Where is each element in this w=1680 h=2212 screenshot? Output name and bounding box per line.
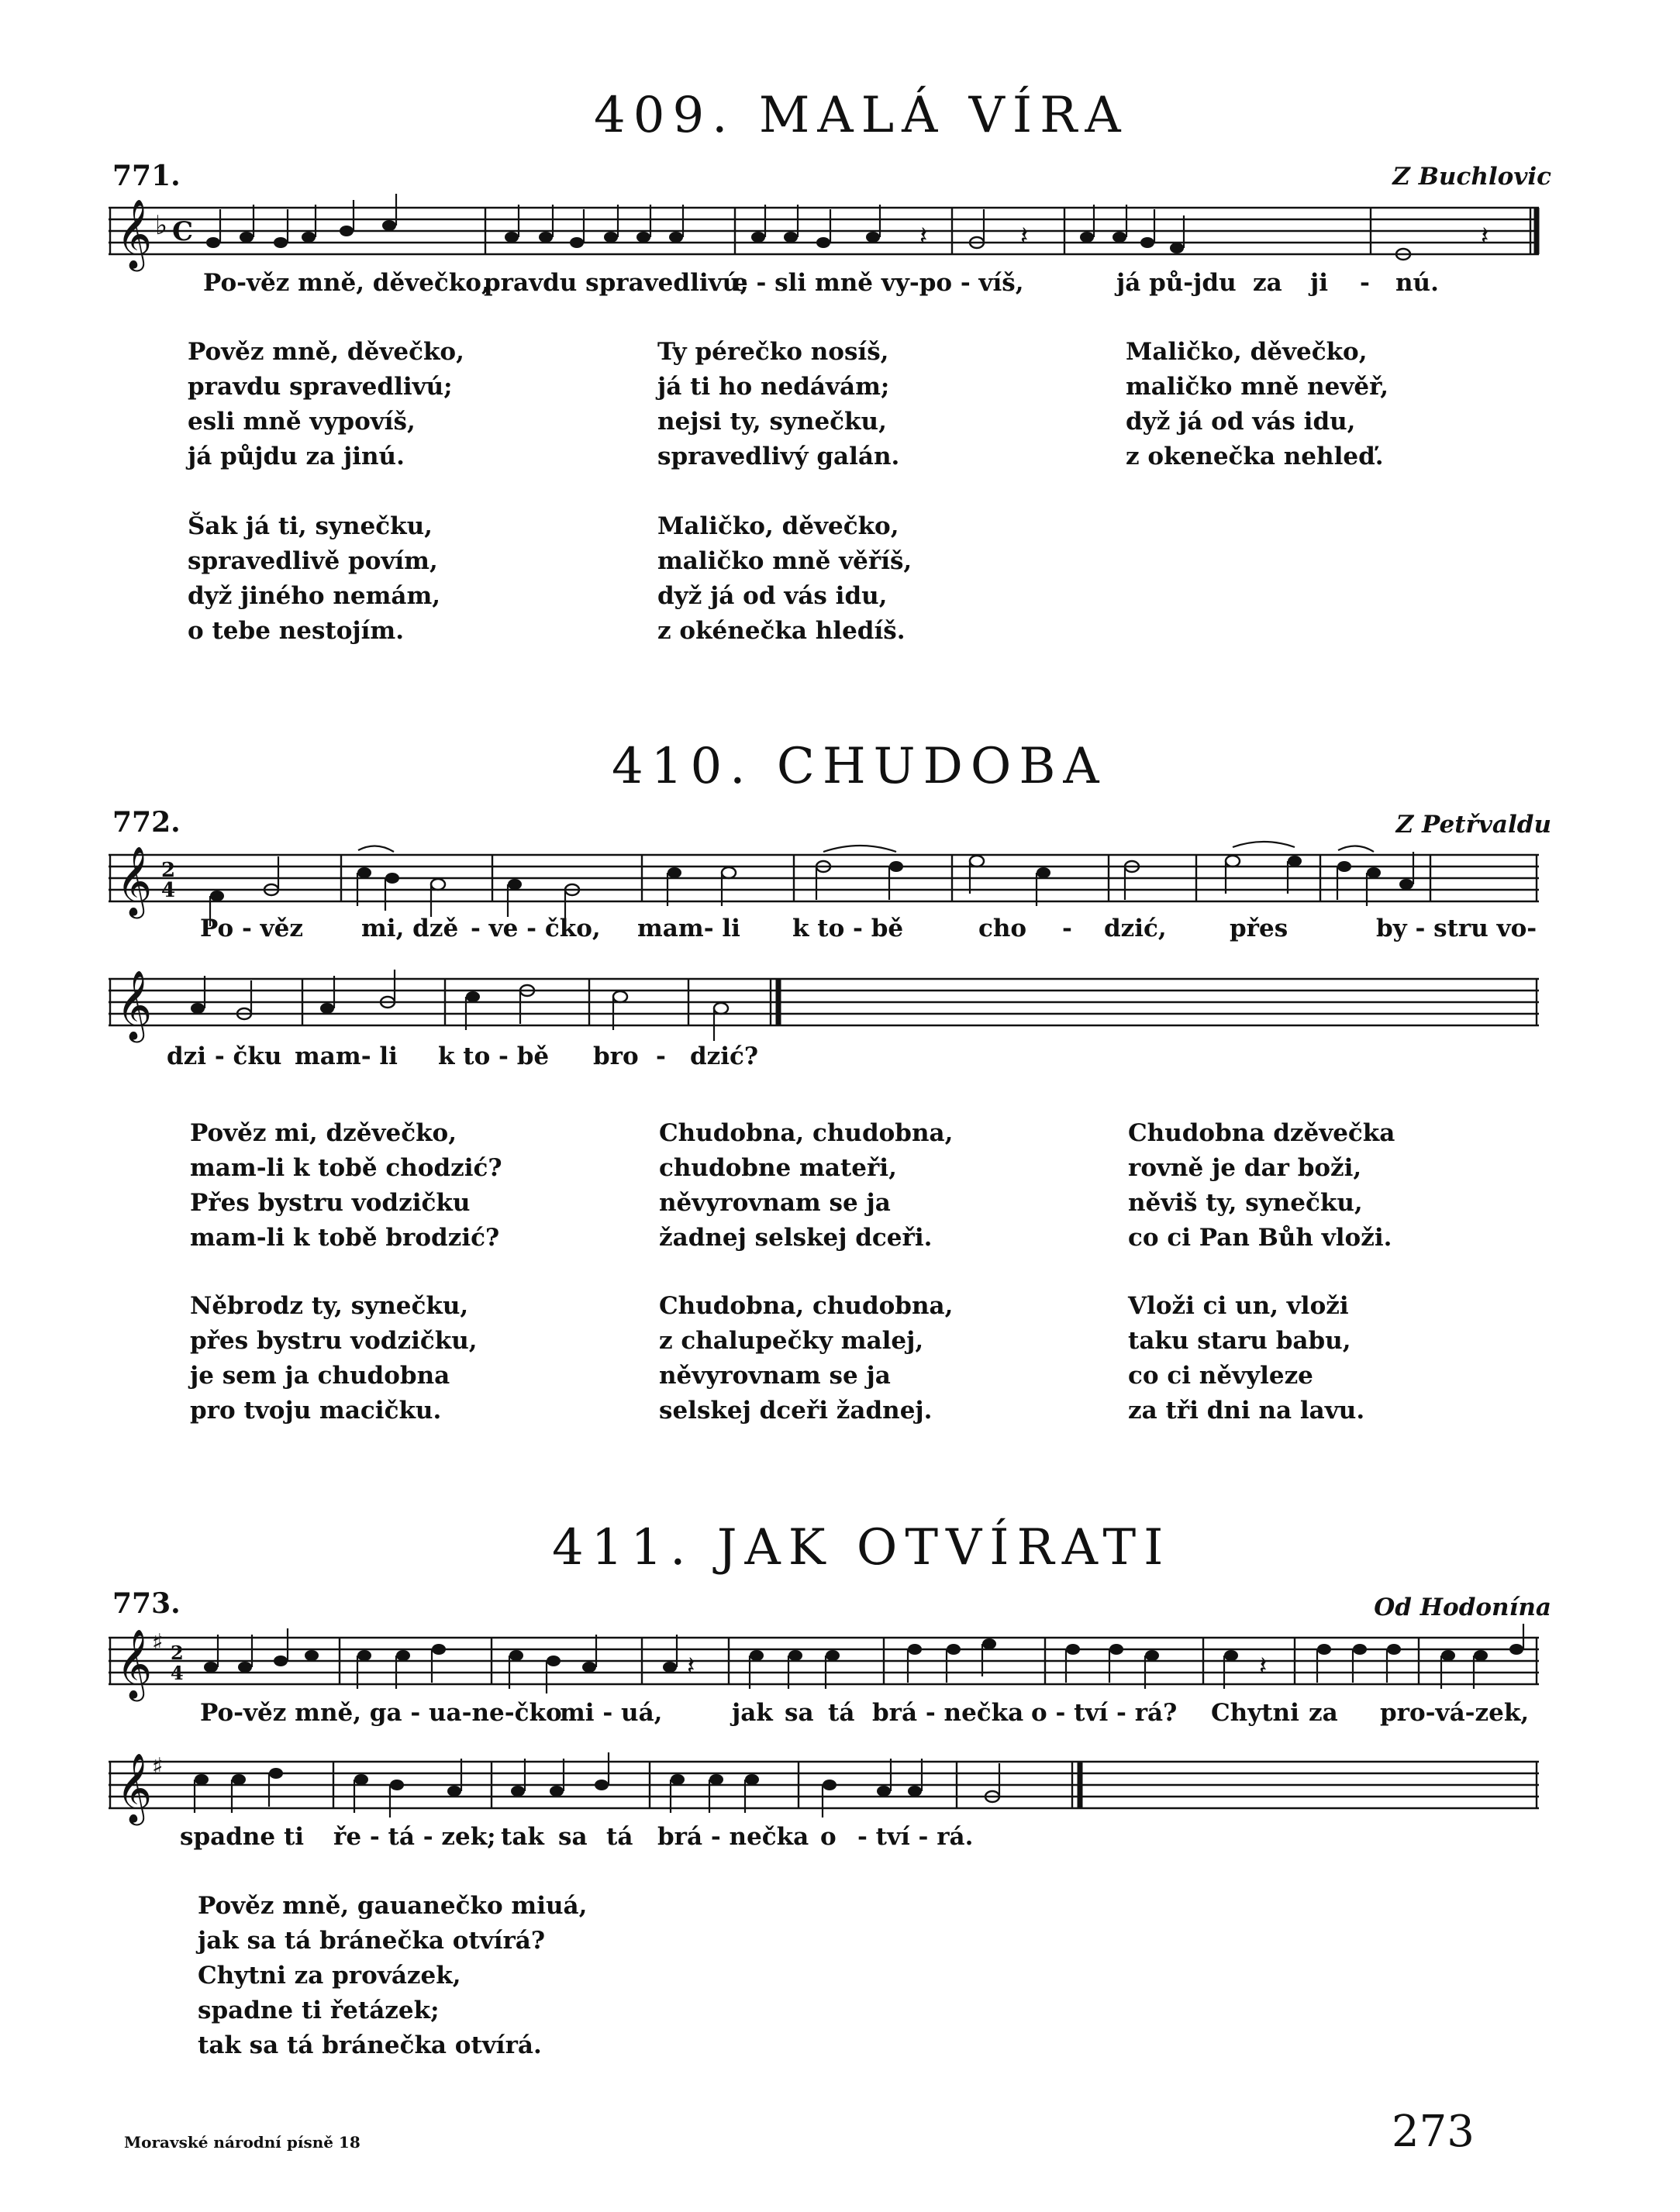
lyric-syllables: brá - nečka	[872, 1699, 1024, 1727]
stanza: Maličko, děvečko, maličko mně nevěř, dyž já od vás idu, z okenečka nehleď.	[1126, 338, 1389, 470]
stanza: Pověz mně, děvečko, pravdu spravedlivú; esli mně vypovíš, já půjdu za jinú.	[188, 338, 464, 470]
lyric-syllables: by - stru vo-	[1376, 915, 1537, 942]
stanza: Chudobna dzěvečka rovně je dar boži, něviš ty, synečku, co ci Pan Bůh vloži.	[1128, 1119, 1395, 1252]
lyric-syllables: brá - nečka	[657, 1823, 809, 1851]
lyric-syllables: ji	[1310, 269, 1328, 297]
svg-text:𝄽: 𝄽	[919, 221, 928, 252]
tune-number: 771.	[112, 160, 181, 192]
lyric-syllables: pro-vá-zek,	[1380, 1699, 1530, 1727]
lyric-syllables: tá	[606, 1823, 633, 1851]
stanza: Něbrodz ty, synečku, přes bystru vodzičku, je sem ja chudobna pro tvoju macičku.	[190, 1292, 478, 1425]
lyric-syllables: mam- li	[295, 1042, 398, 1070]
stanza: Vloži ci un, vloži taku staru babu, co ci něvyleze za tři dni na lavu.	[1128, 1292, 1365, 1425]
stanza: Chudobna, chudobna, z chalupečky malej, něvyrovnam se ja selskej dceři žadnej.	[659, 1292, 954, 1425]
lyric-syllables: za	[1309, 1699, 1338, 1727]
stanza: Maličko, děvečko, maličko mně věříš, dyž já od vás idu, z okénečka hledíš.	[657, 512, 912, 645]
lyric-syllables: mi - uá,	[560, 1699, 663, 1727]
treble-clef-icon: 𝄞	[116, 1629, 153, 1699]
stanza: Šak já ti, synečku, spravedlivě povím, dyž jiného nemám, o tebe nestojím.	[188, 512, 441, 645]
svg-text:4: 4	[161, 879, 176, 902]
song-title: 409. MALÁ VÍRA	[594, 87, 1129, 144]
lyric-syllables: mi, dzě	[361, 915, 459, 942]
lyric-syllables: sa	[558, 1823, 588, 1851]
svg-text:𝄽: 𝄽	[687, 1651, 695, 1682]
lyric-syllables: cho	[978, 915, 1027, 942]
lyric-syllables: přes	[1230, 915, 1288, 942]
tune-number: 772.	[112, 806, 181, 839]
music-staff	[109, 194, 1558, 279]
music-staff	[109, 965, 1558, 1050]
lyric-syllables: Po-věz mně, ga - ua-ne-čko	[200, 1699, 562, 1727]
music-staff	[109, 1748, 1558, 1833]
song-origin: Z Buchlovic	[1392, 163, 1551, 191]
lyric-syllables: bro	[593, 1042, 639, 1070]
time-signature-icon: 2	[161, 859, 176, 882]
lyric-syllables: - ve - čko,	[471, 915, 601, 942]
lyric-syllables: jak	[732, 1699, 773, 1727]
lyric-syllables: k to - bě	[438, 1042, 550, 1070]
sharp-icon: ♯	[152, 1753, 164, 1780]
common-time-icon: C	[172, 216, 194, 247]
song-origin: Od Hodonína	[1374, 1594, 1551, 1621]
lyric-syllables: k to - bě	[792, 915, 904, 942]
stanza: Pověz mně, gauanečko miuá, jak sa tá bránečka otvírá? Chytni za provázek, spadne ti řetázek; tak sa tá bránečka otvírá.	[198, 1892, 588, 2059]
lyric-syllables: Chytni	[1211, 1699, 1299, 1727]
sharp-icon: ♯	[152, 1629, 164, 1656]
song-title: 410. CHUDOBA	[612, 738, 1107, 795]
page-number: 273	[1392, 2107, 1475, 2157]
lyric-syllables: Po - věz	[200, 915, 303, 942]
lyric-syllables: za	[1253, 269, 1282, 297]
music-staff	[109, 1624, 1558, 1709]
stanza: Pověz mi, dzěvečko, mam-li k tobě chodzić? Přes bystru vodzičku mam-li k tobě brodzić?	[190, 1119, 502, 1252]
svg-text:𝄽: 𝄽	[1020, 221, 1029, 252]
lyric-syllables: dzić?	[690, 1042, 759, 1070]
book-footer: Moravské národní písně 18	[124, 2133, 360, 2152]
stanza: Ty pérečko nosíš, já ti ho nedávám; nejsi ty, synečku, spravedlivý galán.	[657, 338, 900, 470]
lyric-syllables: dzić,	[1104, 915, 1167, 942]
lyric-syllables: - tví - rá.	[857, 1823, 974, 1851]
song-origin: Z Petřvaldu	[1395, 811, 1551, 839]
svg-text:2: 2	[171, 1642, 184, 1664]
lyric-syllables: Po-věz mně, děvečko,	[203, 269, 490, 297]
stanza: Chudobna, chudobna, chudobne mateři, něvyrovnam se ja žadnej selskej dceři.	[659, 1119, 954, 1252]
tune-number: 773.	[112, 1587, 181, 1620]
lyric-syllables: -	[1360, 269, 1370, 297]
svg-text:𝄽: 𝄽	[1259, 1651, 1268, 1682]
lyric-syllables: spadne ti	[180, 1823, 305, 1851]
lyric-syllables: tá	[828, 1699, 855, 1727]
song-title: 411. JAK OTVÍRATI	[552, 1519, 1171, 1576]
lyric-syllables: já pů-jdu	[1116, 269, 1237, 297]
music-staff	[109, 841, 1558, 926]
treble-clef-icon: 𝄞	[116, 199, 153, 269]
treble-clef-icon: 𝄞	[116, 970, 153, 1040]
svg-text:4: 4	[171, 1662, 184, 1684]
lyric-syllables: pravdu spravedlivú;	[484, 269, 749, 297]
lyric-syllables: o	[820, 1823, 837, 1851]
lyric-syllables: tak	[501, 1823, 544, 1851]
lyric-syllables: -	[656, 1042, 666, 1070]
svg-text:𝄽: 𝄽	[1481, 221, 1489, 252]
lyric-syllables: o - tví - rá?	[1031, 1699, 1178, 1727]
lyric-syllables: e - sli mně vy-po - víš,	[733, 269, 1024, 297]
treble-clef-icon: 𝄞	[116, 1753, 153, 1823]
lyric-syllables: ře - tá - zek;	[333, 1823, 496, 1851]
lyric-syllables: dzi - čku	[167, 1042, 282, 1070]
lyric-syllables: nú.	[1395, 269, 1439, 297]
treble-clef-icon: 𝄞	[116, 846, 153, 916]
lyric-syllables: mam- li	[637, 915, 740, 942]
lyric-syllables: -	[1062, 915, 1072, 942]
lyric-syllables: sa	[785, 1699, 814, 1727]
flat-icon: ♭	[155, 210, 168, 241]
